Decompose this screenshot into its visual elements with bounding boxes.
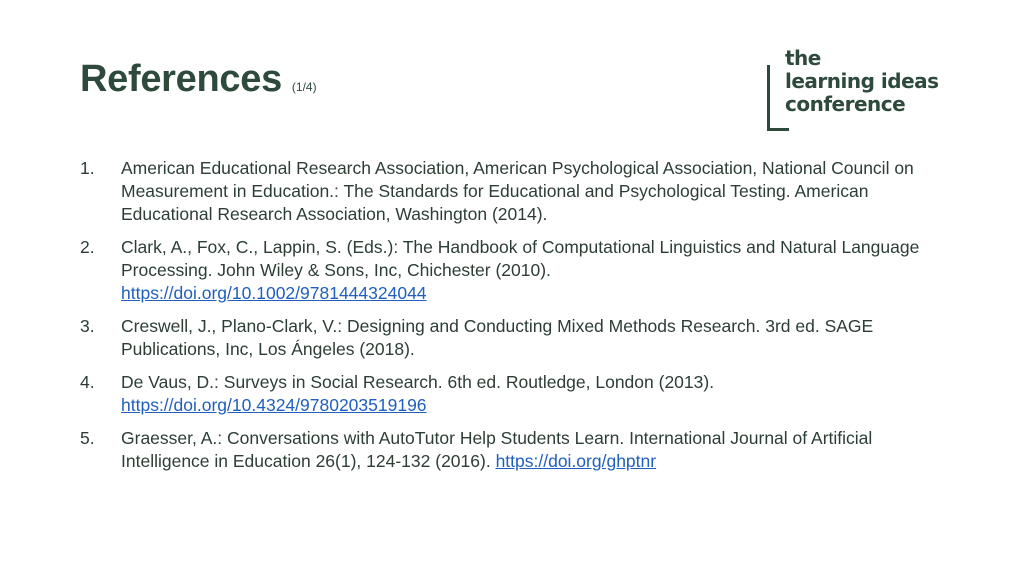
- logo-line-3: conference: [785, 92, 906, 116]
- logo-bracket-icon: [767, 65, 770, 131]
- reference-number: 3.: [80, 316, 95, 336]
- conference-logo: [767, 47, 967, 133]
- logo-line-2: learning ideas: [785, 69, 939, 93]
- reference-text: [121, 427, 940, 473]
- page-counter: (1/4): [291, 80, 317, 94]
- reference-citation: American Educational Research Association, American Psychological Association, National Council on Measurement in Education.: The Standards for Educational and Psychological Testing. American Educational Research Association, Washington (2014).: [121, 158, 914, 224]
- reference-item: [80, 236, 940, 305]
- reference-number: 2.: [80, 237, 95, 257]
- logo-bracket-foot-icon: [767, 128, 789, 131]
- reference-citation: Graesser, A.: Conversations with AutoTutor Help Students Learn. International Journal of Artificial Intelligence in Education 26(1), 124-132 (2016).: [121, 428, 873, 471]
- doi-link[interactable]: https://doi.org/ghptnr: [495, 451, 657, 471]
- doi-link[interactable]: https://doi.org/10.4324/9780203519196: [121, 395, 427, 415]
- reference-list: [80, 157, 940, 483]
- reference-text: [121, 315, 940, 361]
- reference-item: [80, 371, 940, 417]
- reference-number: 5.: [80, 428, 95, 448]
- reference-citation: De Vaus, D.: Surveys in Social Research. 6th ed. Routledge, London (2013).: [121, 372, 715, 392]
- reference-number: 4.: [80, 372, 95, 392]
- reference-citation: Clark, A., Fox, C., Lappin, S. (Eds.): The Handbook of Computational Linguistics and Natural Language Processing. John Wiley & Sons, Inc, Chichester (2010).: [121, 237, 920, 280]
- reference-text: [121, 371, 940, 417]
- slide-header: [80, 58, 317, 101]
- logo-line-1: the: [785, 46, 821, 70]
- page-title: References: [80, 58, 282, 100]
- reference-number: 1.: [80, 158, 95, 178]
- reference-text: [121, 157, 940, 226]
- reference-item: [80, 157, 940, 226]
- doi-link[interactable]: https://doi.org/10.1002/9781444324044: [121, 283, 427, 303]
- logo-text: [785, 47, 939, 116]
- reference-item: [80, 315, 940, 361]
- reference-item: [80, 427, 940, 473]
- reference-citation: Creswell, J., Plano-Clark, V.: Designing and Conducting Mixed Methods Research. 3rd ed. SAGE Publications, Inc, Los Ángeles (2018).: [121, 316, 874, 359]
- reference-text: [121, 236, 940, 305]
